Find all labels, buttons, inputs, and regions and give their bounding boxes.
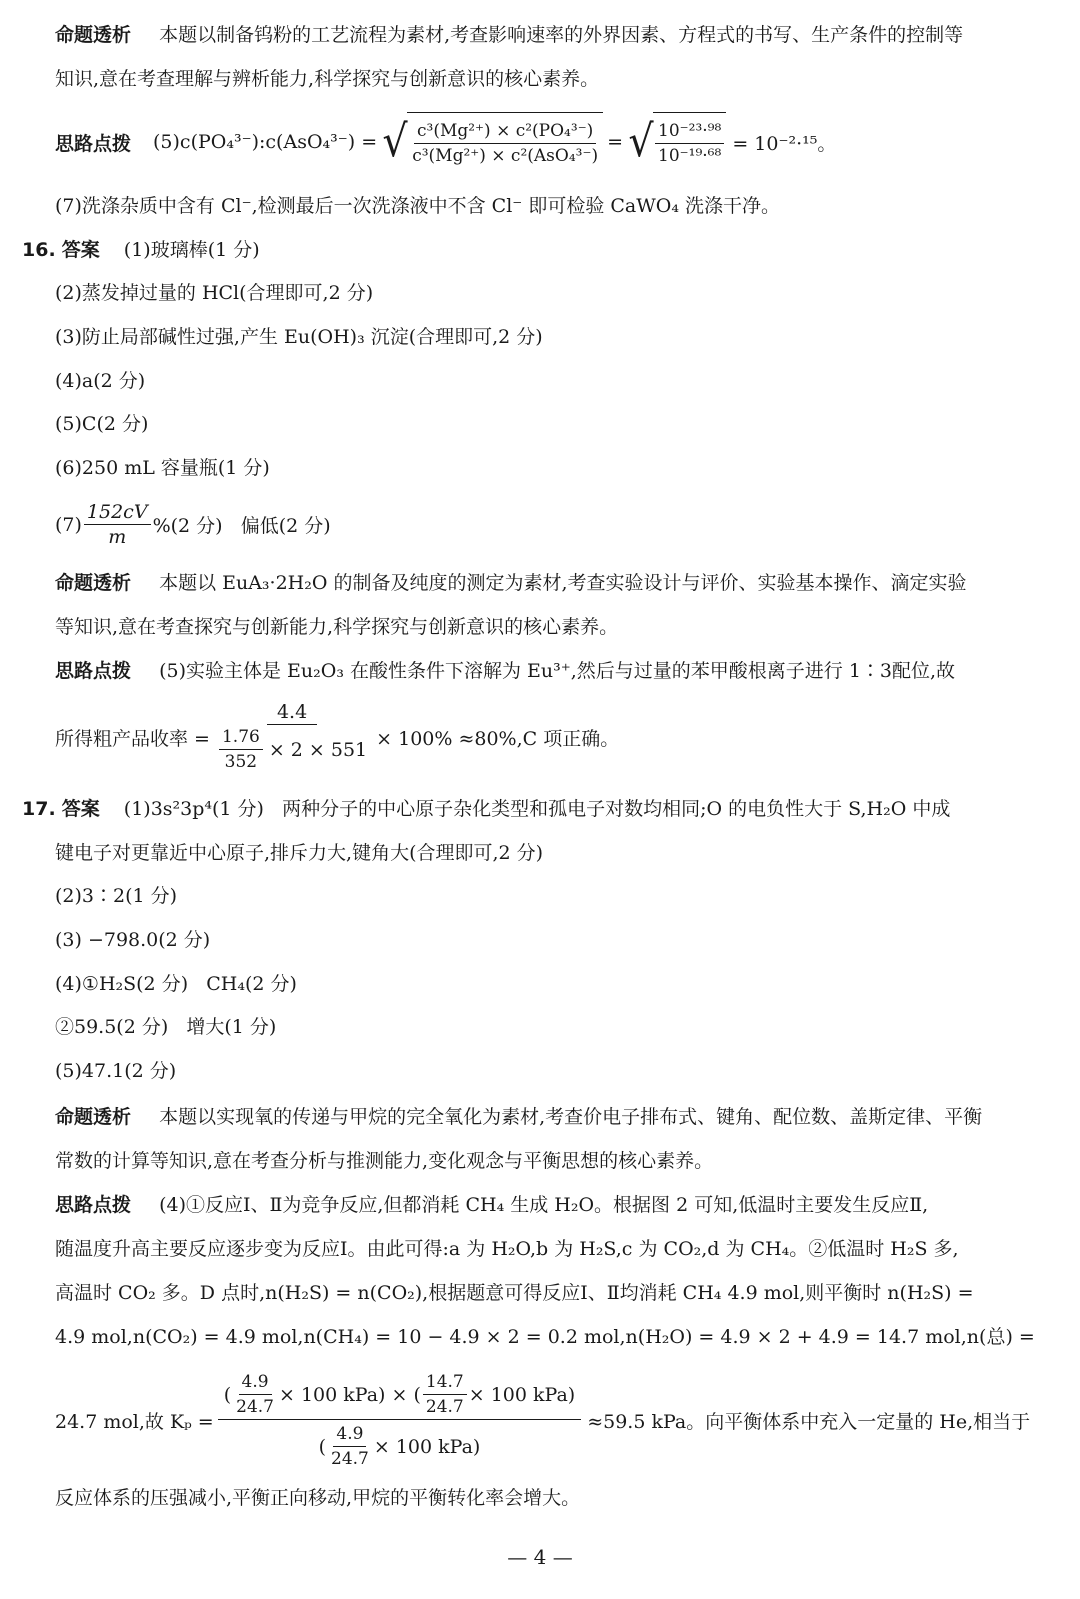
q16-solution-label: 思路点拨 [55, 660, 132, 682]
q15-sqrt-2: √ $\frac{\text{10⁻²³·⁹⁸}}{\text{10⁻¹⁹·⁶⁸}}$ [627, 112, 726, 172]
q16-solution-line2: 所得粗产品收率 = 4.4 $\frac{1.76}{352}$ × 2 × 551 × 100% ≈80%,C 项正确。 [55, 701, 620, 772]
q17-kp-equation: 24.7 mol,故 Kₚ = ( $\frac{4.9}{24.7}$ × 100 kPa) × ( $\frac{14.7}{24.7}$ × 100 kPa) ( $\frac{4.9}{24.7}$ × 100 kPa) ≈59.5 kPa。向平衡体系中充入一定量的 He,相当于 [55, 1372, 1031, 1469]
q17-answer-label: 答案 [61, 798, 100, 820]
q16-solution-line1: 思路点拨 (5)实验主体是 Eu₂O₃ 在酸性条件下溶解为 Eu³⁺,然后与过量的苯甲酸根离子进行 1∶3配位,故 [55, 660, 956, 682]
q17-answer-1-line1: 17. 答案 (1)3s²3p⁴(1 分) 两种分子的中心原子杂化类型和孤电子对数均相同;O 的电负性大于 S,H₂O 中成 [22, 798, 951, 820]
q15-solution-7: (7)洗涤杂质中含有 Cl⁻,检测最后一次洗涤液中不含 Cl⁻ 即可检验 CaWO₄ 洗涤干净。 [55, 195, 781, 217]
q17-solution-line3: 高温时 CO₂ 多。D 点时,n(H₂S) = n(CO₂),根据题意可得反应Ⅰ、Ⅱ均消耗 CH₄ 4.9 mol,则平衡时 n(H₂S) = [55, 1282, 974, 1304]
q16-answer-7: (7) $\frac{152cV}{m}$ %(2 分) 偏低(2 分) [55, 501, 331, 548]
q17-answer-4b: ②59.5(2 分) 增大(1 分) [55, 1016, 277, 1038]
q16-answer-1: 16. 答案 (1)玻璃棒(1 分) [22, 239, 260, 261]
q16-analysis-line2: 等知识,意在考查探究与创新能力,科学探究与创新意识的核心素养。 [55, 616, 619, 638]
q16-analysis-line1: 命题透析 本题以 EuA₃·2H₂O 的制备及纯度的测定为素材,考查实验设计与评价、实验基本操作、滴定实验 [55, 572, 967, 594]
q16-answer-3: (3)防止局部碱性过强,产生 Eu(OH)₃ 沉淀(合理即可,2 分) [55, 326, 543, 348]
q15-sqrt-1: √ $\frac{\text{c³(Mg²⁺) × c²(PO₄³⁻)}}{\text{c³(Mg²⁺) × c²(AsO₄³⁻)}}$ [381, 112, 603, 172]
q17-solution-line4: 4.9 mol,n(CO₂) = 4.9 mol,n(CH₄) = 10 − 4.9 × 2 = 0.2 mol,n(H₂O) = 4.9 × 2 + 4.9 = 14.7 mol,n(总) = [55, 1326, 1035, 1348]
q16-answer-5: (5)C(2 分) [55, 413, 149, 435]
q17-answer-4: (4)①H₂S(2 分) CH₄(2 分) [55, 973, 297, 995]
q17-solution-label: 思路点拨 [55, 1194, 132, 1216]
q17-analysis-line1: 命题透析 本题以实现氧的传递与甲烷的完全氧化为素材,考查价电子排布式、键角、配位数、盖斯定律、平衡 [55, 1106, 983, 1128]
q16-answer-4: (4)a(2 分) [55, 370, 146, 392]
q17-solution-line2: 随温度升高主要反应逐步变为反应Ⅰ。由此可得:a 为 H₂O,b 为 H₂S,c 为 CO₂,d 为 CH₄。②低温时 H₂S 多, [55, 1238, 959, 1260]
q15-analysis-line2: 知识,意在考查理解与辨析能力,科学探究与创新意识的核心素养。 [55, 68, 600, 90]
q17-answer-1-line2: 键电子对更靠近中心原子,排斥力大,键角大(合理即可,2 分) [55, 842, 544, 864]
page-number: — 4 — [507, 1545, 573, 1569]
q15-analysis-line1: 命题透析 本题以制备钨粉的工艺流程为素材,考查影响速率的外界因素、方程式的书写、生产条件的控制等 [55, 24, 964, 46]
q17-answer-3: (3) −798.0(2 分) [55, 929, 211, 951]
q17-solution-line6: 反应体系的压强减小,平衡正向移动,甲烷的平衡转化率会增大。 [55, 1487, 581, 1509]
kp-fraction: ( $\frac{4.9}{24.7}$ × 100 kPa) × ( $\frac{14.7}{24.7}$ × 100 kPa) ( $\frac{4.9}{24.7}$ × 100 kPa) [218, 1370, 581, 1471]
q17-analysis-line2: 常数的计算等知识,意在考查分析与推测能力,变化观念与平衡思想的核心素养。 [55, 1150, 714, 1172]
q15-solution-label: 思路点拨 [55, 132, 132, 155]
q16-analysis-label: 命题透析 [55, 572, 132, 594]
q15-analysis-label: 命题透析 [55, 24, 132, 46]
q15-solution-5: 思路点拨 (5)c(PO₄³⁻):c(AsO₄³⁻) = √ $\frac{\text{c³(Mg²⁺) × c²(PO₄³⁻)}}{\text{c³(Mg²⁺) × c²(AsO₄³⁻)}}$ = √ $\frac{\text{10⁻²³·⁹⁸}}{\text{10⁻¹⁹·⁶⁸}}$ = 10⁻²·¹⁵。 [55, 112, 836, 172]
q17-solution-line1: 思路点拨 (4)①反应Ⅰ、Ⅱ为竞争反应,但都消耗 CH₄ 生成 H₂O。根据图 2 可知,低温时主要发生反应Ⅱ, [55, 1194, 929, 1216]
q17-analysis-label: 命题透析 [55, 1106, 132, 1128]
q16-answer-6: (6)250 mL 容量瓶(1 分) [55, 457, 270, 479]
q16-answer-2: (2)蒸发掉过量的 HCl(合理即可,2 分) [55, 282, 374, 304]
q17-answer-2: (2)3∶2(1 分) [55, 885, 178, 907]
q17-answer-5: (5)47.1(2 分) [55, 1060, 177, 1082]
q16-answer-label: 答案 [61, 239, 100, 261]
